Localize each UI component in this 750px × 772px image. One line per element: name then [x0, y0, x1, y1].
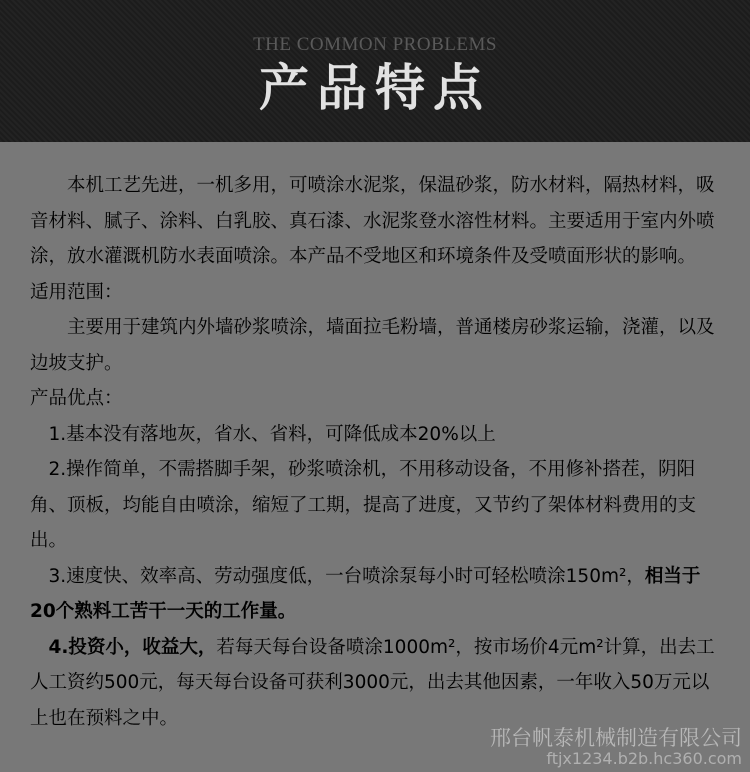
- page-title: 产品特点: [259, 59, 491, 117]
- header-banner: [0, 0, 750, 142]
- advantage-item-1: 1.基本没有落地灰，省水、省料，可降低成本20%以上: [30, 423, 496, 445]
- advantages-heading: 产品优点：: [30, 388, 123, 409]
- company-watermark: 邢台帆泰机械制造有限公司: [490, 726, 742, 750]
- advantage-item-3-text: 3.速度快、效率高、劳动强度低，一台喷涂泵每小时可轻松喷涂: [30, 565, 566, 587]
- advantage-item-4-emphasis: 4.投资小，收益大，: [30, 636, 217, 658]
- url-watermark: ftjx1234.b2b.hc360.com: [546, 749, 742, 768]
- scope-heading: 适用范围：: [30, 281, 123, 303]
- scope-paragraph: 主要用于建筑内外墙砂浆喷涂，墙面拉毛粉墙，普通楼房砂浆运输，浇灌，以及边坡支护。: [30, 317, 715, 374]
- advantage-item-3-amount: 150m²，: [565, 565, 645, 587]
- description-body: [30, 168, 720, 736]
- header-subtitle: THE COMMON PROBLEMS: [253, 34, 497, 55]
- intro-paragraph: 本机工艺先进，一机多用，可喷涂水泥浆，保温砂浆，防水材料，隔热材料，吸音材料、腻子、涂料、白乳胶、真石漆、水泥浆登水溶性材料。主要适用于室内外喷涂，放水灌溉机防水表面喷涂。本产品不受地区和环境条件及受喷面形状的影响。: [30, 175, 715, 267]
- advantage-item-3-emphasis: 相当于20个熟料工苦干一天的工作量。: [30, 565, 701, 622]
- advantage-item-4-text: 若每天每台设备喷涂1000m²，按市场价4元m²计算，出去工人工资约500元，每天每台设备可获利3000元，出去其他因素，一年收入50万元以上也在预料之中。: [30, 636, 715, 729]
- advantage-item-2: 2.操作简单，不需搭脚手架，砂浆喷涂机，不用移动设备，不用修补搭茬，阴阳角、顶板，均能自由喷涂，缩短了工期，提高了进度，又节约了架体材料费用的支出。: [30, 459, 697, 551]
- advantage-item-3: [30, 559, 720, 630]
- advantage-item-4: [30, 630, 720, 737]
